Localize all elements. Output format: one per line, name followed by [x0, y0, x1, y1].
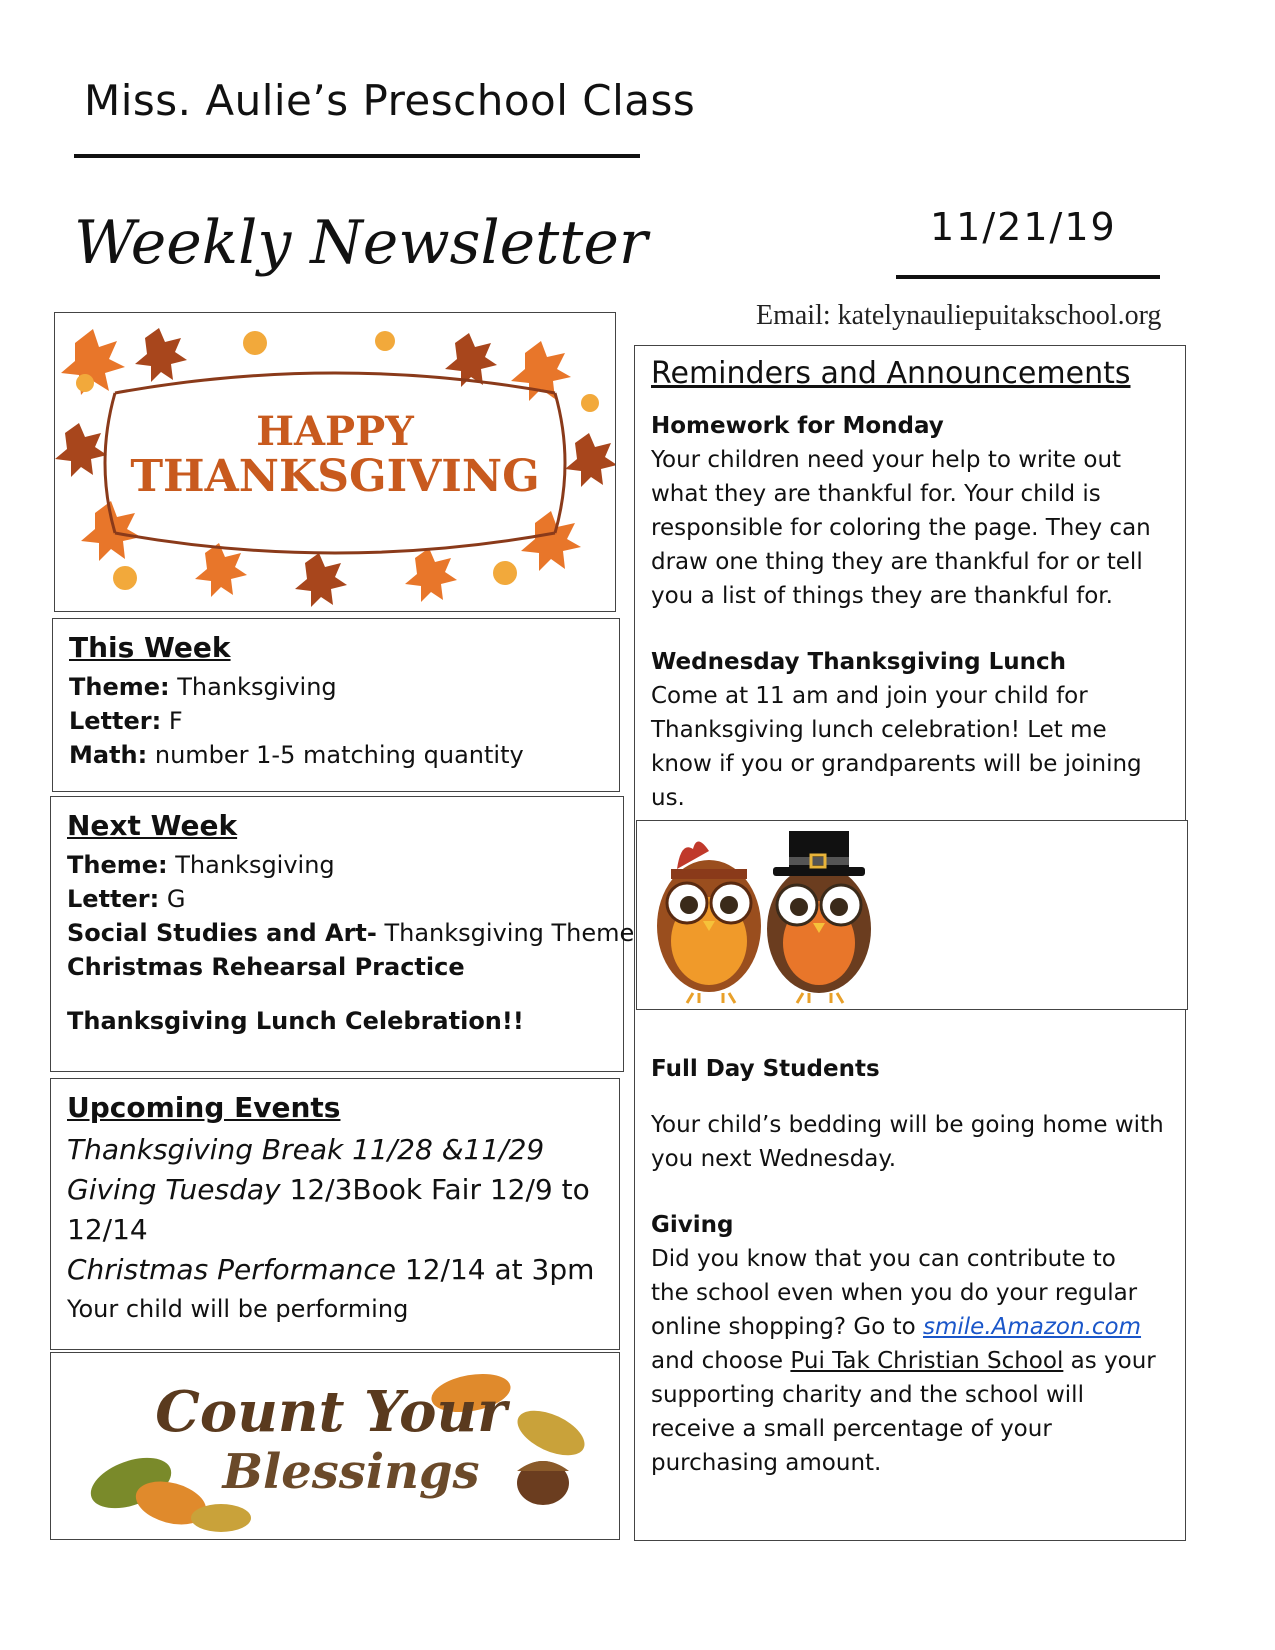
christmas-performance-event: Christmas Performance 12/14 at 3pm	[67, 1253, 595, 1286]
owl-icon	[657, 841, 761, 1003]
homework-heading: Homework for Monday	[651, 413, 944, 439]
next-week-lunch: Thanksgiving Lunch Celebration!!	[67, 1007, 524, 1035]
owls-image	[636, 820, 1188, 1010]
giving-line: online shopping? Go to smile.Amazon.com	[651, 1314, 1142, 1340]
newsletter-date: 11/21/19	[930, 205, 1117, 249]
lunch-line: Thanksgiving lunch celebration! Let me	[651, 717, 1107, 743]
this-week-letter: Letter: F	[69, 707, 183, 735]
next-week-heading: Next Week	[67, 809, 238, 842]
this-week-heading: This Week	[69, 631, 231, 664]
homework-line: responsible for coloring the page. They can	[651, 515, 1151, 541]
happy-text: HAPPY	[256, 408, 414, 455]
count-your-blessings-image	[50, 1352, 620, 1540]
thanksgiving-break-event: Thanksgiving Break 11/28 &11/29	[67, 1133, 545, 1166]
next-week-theme: Theme: Thanksgiving	[67, 851, 335, 879]
title-rule	[74, 154, 640, 158]
giving-line: supporting charity and the school will	[651, 1382, 1084, 1408]
next-week-social-studies: Social Studies and Art- Thanksgiving Theme	[67, 919, 635, 947]
full-day-line: Your child’s bedding will be going home with	[651, 1112, 1164, 1138]
lunch-line: us.	[651, 785, 685, 811]
class-title: Miss. Aulie’s Preschool Class	[84, 76, 696, 125]
next-week-rehearsal: Christmas Rehearsal Practice	[67, 953, 465, 981]
full-day-heading: Full Day Students	[651, 1056, 880, 1082]
this-week-math: Math: number 1-5 matching quantity	[69, 741, 524, 769]
full-day-line: you next Wednesday.	[651, 1146, 897, 1172]
thanksgiving-text: THANKSGIVING	[130, 451, 540, 502]
performing-note: Your child will be performing	[67, 1295, 409, 1323]
giving-line: purchasing amount.	[651, 1450, 882, 1476]
blessings-text: Blessings	[222, 1444, 480, 1500]
school-name: Pui Tak Christian School	[790, 1348, 1064, 1374]
homework-line: what they are thankful for. Your child is	[651, 481, 1101, 507]
leaf-frame-illustration	[55, 313, 615, 611]
lunch-heading: Wednesday Thanksgiving Lunch	[651, 649, 1066, 675]
giving-line: and choose Pui Tak Christian School as your	[651, 1348, 1156, 1374]
this-week-theme: Theme: Thanksgiving	[69, 673, 337, 701]
next-week-section	[50, 796, 635, 1072]
giving-tuesday-event: Giving Tuesday 12/3Book Fair 12/9 to	[67, 1173, 590, 1206]
lunch-line: Come at 11 am and join your child for	[651, 683, 1088, 709]
book-fair-end-date: 12/14	[67, 1213, 148, 1246]
homework-line: draw one thing they are thankful for or tell	[651, 549, 1143, 575]
giving-heading: Giving	[651, 1212, 734, 1238]
happy-thanksgiving-image	[54, 312, 616, 612]
this-week-section	[52, 618, 620, 792]
reminders-heading: Reminders and Announcements	[651, 356, 1131, 391]
homework-line: you a list of things they are thankful for.	[651, 583, 1113, 609]
giving-line: the school even when you do your regular	[651, 1280, 1138, 1306]
giving-line: receive a small percentage of your	[651, 1416, 1052, 1442]
owl-with-pilgrim-hat-icon	[767, 831, 871, 1003]
upcoming-events-heading: Upcoming Events	[67, 1091, 341, 1124]
giving-line: Did you know that you can contribute to	[651, 1246, 1116, 1272]
email-address: Email: katelynauliepuitakschool.org	[756, 300, 1162, 331]
homework-line: Your children need your help to write out	[651, 447, 1122, 473]
newsletter-title: Weekly Newsletter	[74, 208, 648, 278]
blessings-illustration	[51, 1353, 619, 1539]
lunch-line: know if you or grandparents will be joining	[651, 751, 1142, 777]
smile-amazon-link[interactable]: smile.Amazon.com	[923, 1314, 1142, 1340]
count-your-text: Count Your	[155, 1379, 507, 1445]
date-rule	[896, 275, 1160, 279]
upcoming-events-section	[50, 1078, 620, 1350]
owls-illustration	[637, 821, 1187, 1009]
next-week-letter: Letter: G	[67, 885, 186, 913]
